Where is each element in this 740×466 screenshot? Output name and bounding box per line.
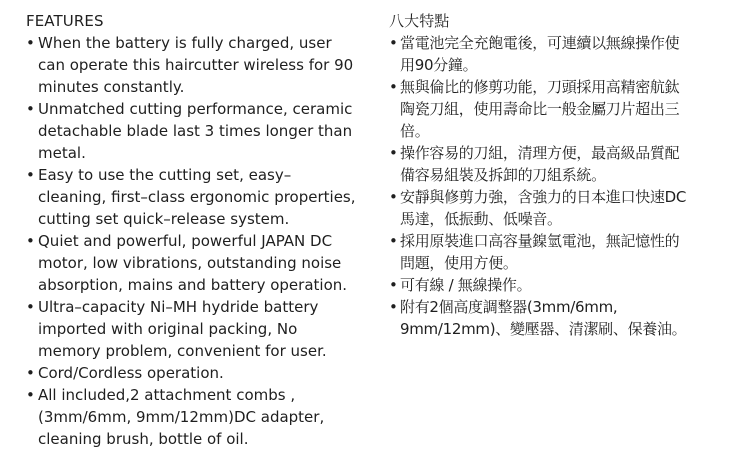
bullet-icon: • xyxy=(26,364,35,382)
feature-line: cutting set quick–release system. xyxy=(38,210,290,228)
feature-line: cleaning brush, bottle of oil. xyxy=(38,430,249,448)
bullet-icon: • xyxy=(26,166,35,184)
bullet-icon: • xyxy=(26,232,35,250)
feature-line: Cord/Cordless operation. xyxy=(38,364,224,382)
feature-line: 陶瓷刀組，使用壽命比一般金屬刀片超出三 xyxy=(400,100,680,118)
feature-line: 無與倫比的修剪功能，刀頭採用高精密航鈦 xyxy=(400,78,680,96)
feature-line: imported with original packing, No xyxy=(38,320,298,338)
feature-item-zh-7 xyxy=(389,296,729,340)
feature-line: When the battery is fully charged, user xyxy=(38,34,332,52)
feature-line: (3mm/6mm, 9mm/12mm)DC adapter, xyxy=(38,408,325,426)
feature-line: 問題，使用方便。 xyxy=(400,254,518,272)
feature-line: Unmatched cutting performance, ceramic xyxy=(38,100,353,118)
feature-item-zh-4 xyxy=(389,186,729,230)
bullet-icon: • xyxy=(389,232,398,250)
bullet-icon: • xyxy=(389,298,398,316)
feature-line: 9mm/12mm)、變壓器、清潔刷、保養油。 xyxy=(400,320,687,338)
feature-line: motor, low vibrations, outstanding noise xyxy=(38,254,342,272)
feature-line: absorption, mains and battery operation. xyxy=(38,276,348,294)
feature-item-en-6 xyxy=(26,362,366,384)
feature-line: 用90分鐘。 xyxy=(400,56,478,74)
bullet-icon: • xyxy=(26,298,35,316)
bullet-icon: • xyxy=(26,34,35,52)
feature-item-en-2 xyxy=(26,98,366,164)
feature-line: 馬達，低振動、低噪音。 xyxy=(400,210,562,228)
feature-line: can operate this haircutter wireless for 90 xyxy=(38,56,354,74)
feature-item-en-5 xyxy=(26,296,366,362)
feature-line: cleaning, first–class ergonomic properties, xyxy=(38,188,356,206)
bullet-icon: • xyxy=(26,386,35,404)
feature-line: minutes constantly. xyxy=(38,78,185,96)
feature-line: 當電池完全充飽電後，可連續以無線操作使 xyxy=(400,34,680,52)
bullet-icon: • xyxy=(389,78,398,96)
feature-line: 倍。 xyxy=(400,122,430,140)
feature-item-zh-6 xyxy=(389,274,729,296)
features-heading-chinese: 八大特點 xyxy=(389,12,450,30)
feature-line: 安靜與修剪力強，含強力的日本進口快速DC xyxy=(400,188,687,206)
feature-item-zh-3 xyxy=(389,142,729,186)
feature-item-en-1 xyxy=(26,32,366,98)
feature-line: Quiet and powerful, powerful JAPAN DC xyxy=(38,232,333,250)
feature-item-en-7 xyxy=(26,384,366,450)
feature-line: Easy to use the cutting set, easy– xyxy=(38,166,292,184)
feature-line: detachable blade last 3 times longer than xyxy=(38,122,353,140)
feature-line: 採用原裝進口高容量鎳氫電池，無記憶性的 xyxy=(400,232,680,250)
feature-item-en-4 xyxy=(26,230,366,296)
features-list-english xyxy=(26,32,366,450)
feature-item-en-3 xyxy=(26,164,366,230)
features-list-chinese xyxy=(389,32,729,340)
feature-line: 附有2個高度調整器(3mm/6mm, xyxy=(400,298,618,316)
feature-item-zh-1 xyxy=(389,32,729,76)
features-chinese-column xyxy=(389,10,729,340)
features-heading-english: FEATURES xyxy=(26,12,104,30)
features-english-column xyxy=(26,10,366,450)
feature-line: 可有線 / 無線操作。 xyxy=(400,276,532,294)
feature-line: 操作容易的刀組，清理方便，最高級品質配 xyxy=(400,144,680,162)
feature-line: All included,2 attachment combs , xyxy=(38,386,296,404)
bullet-icon: • xyxy=(389,34,398,52)
bullet-icon: • xyxy=(389,144,398,162)
feature-item-zh-2 xyxy=(389,76,729,142)
bullet-icon: • xyxy=(26,100,35,118)
feature-line: Ultra–capacity Ni–MH hydride battery xyxy=(38,298,319,316)
feature-line: metal. xyxy=(38,144,86,162)
feature-line: memory problem, convenient for user. xyxy=(38,342,327,360)
feature-line: 備容易組裝及拆卸的刀組系統。 xyxy=(400,166,606,184)
bullet-icon: • xyxy=(389,188,398,206)
bullet-icon: • xyxy=(389,276,398,294)
feature-item-zh-5 xyxy=(389,230,729,274)
